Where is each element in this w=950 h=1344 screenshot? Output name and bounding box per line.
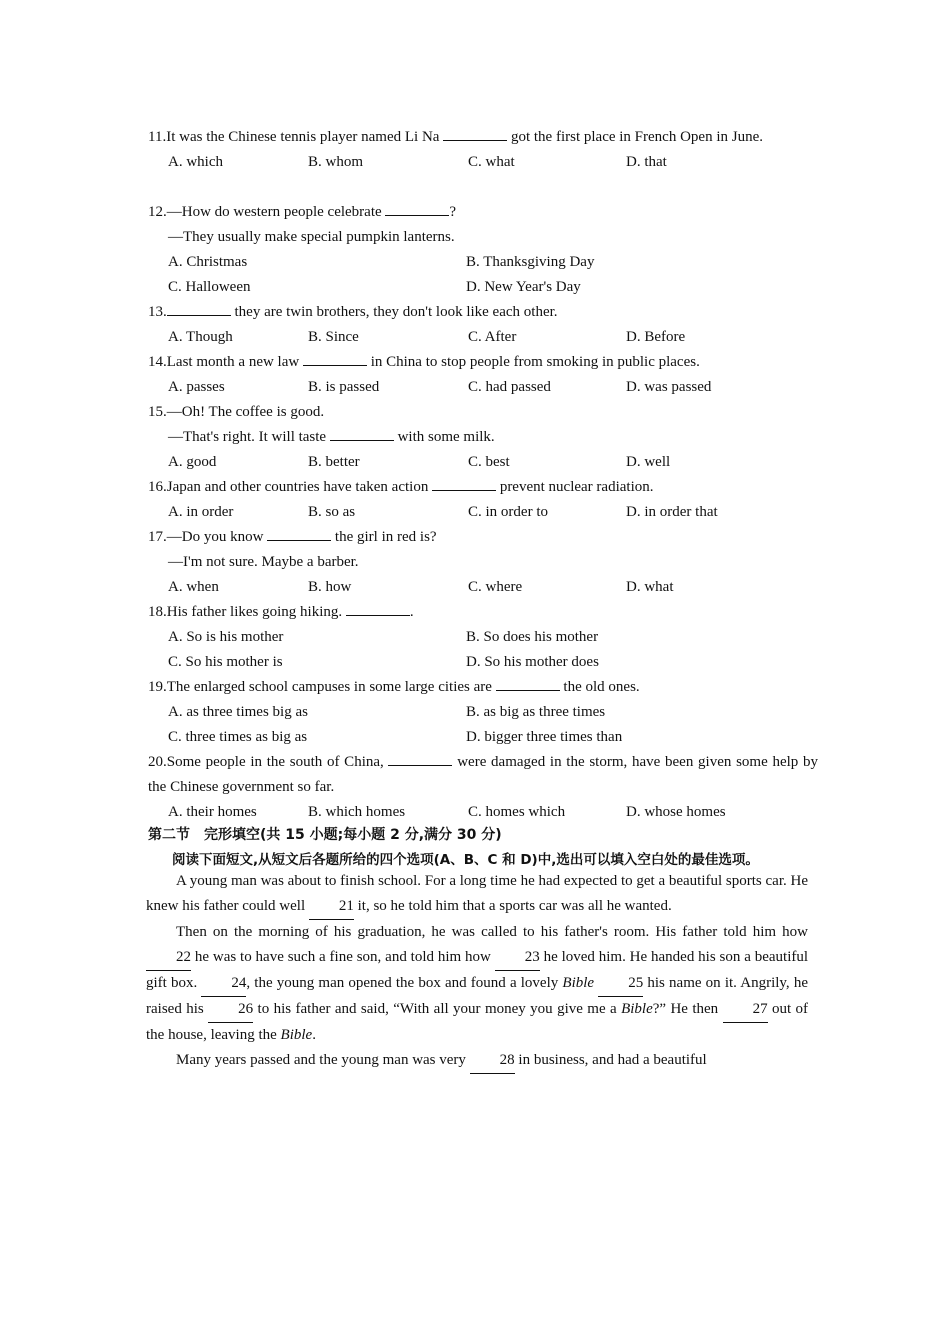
question-16: 16.Japan and other countries have taken action prevent nuclear radiation. A. in order B. so as C. in order to D. in order that — [148, 475, 818, 525]
option-d: D. well — [626, 454, 671, 470]
option-a: A. as three times big as — [168, 704, 308, 720]
paragraph: A young man was about to finish school. For a long time he had expected to get a beautiful sports car. He knew his father could well 21 it, so he told him that a sports car was all he wanted. — [146, 869, 808, 920]
option-c: C. three times as big as — [168, 729, 308, 745]
option-b: B. Since — [308, 329, 359, 345]
option-b: B. so as — [308, 504, 356, 520]
question-17: 17.—Do you know the girl in red is? —I'm not sure. Maybe a barber. A. when B. how C. where D. what — [148, 525, 818, 600]
blank-24: 24 — [201, 971, 246, 997]
blank-22: 22 — [146, 945, 191, 971]
option-d: D. Before — [626, 329, 686, 345]
option-d: D. whose homes — [626, 804, 726, 820]
answer-blank — [432, 476, 496, 491]
answer-blank — [303, 351, 367, 366]
option-b: B. which homes — [308, 804, 406, 820]
blank-23: 23 — [495, 945, 540, 971]
answer-blank — [346, 601, 410, 616]
option-b: B. Thanksgiving Day — [466, 254, 595, 270]
option-d: D. bigger three times than — [466, 729, 623, 745]
paragraph: Then on the morning of his graduation, he was called to his father's room. His father told him how 22 he was to have such a fine son, and told him how 23 he loved him. He handed his son a beautiful gift box. 24, the young man opened the box and found a lovely Bible 25 his name on it. Angrily, he raised his 26 to his father and said, “With all your money you give me a Bible?” He then 27 out of the house, leaving the Bible. — [146, 924, 809, 1043]
question-12: 12.—How do western people celebrate ? —They usually make special pumpkin lanterns. A. Christmas B. Thanksgiving Day C. Halloween D. New Year's Day — [148, 200, 818, 300]
answer-blank — [496, 676, 560, 691]
question-13: 13. they are twin brothers, they don't look like each other. A. Though B. Since C. After D. Before — [148, 300, 818, 350]
option-b: B. whom — [308, 154, 364, 170]
cloze-passage — [146, 869, 808, 1074]
option-c: C. where — [468, 579, 523, 595]
option-a: A. when — [168, 579, 219, 595]
answer-blank — [330, 426, 394, 441]
blank-25: 25 — [598, 971, 643, 997]
option-c: C. After — [468, 329, 517, 345]
option-c: C. homes which — [468, 804, 566, 820]
option-a: A. good — [168, 454, 217, 470]
paragraph: Many years passed and the young man was very 28 in business, and had a beautiful — [146, 1048, 808, 1074]
option-a: A. Though — [168, 329, 233, 345]
blank-21: 21 — [309, 894, 354, 920]
section-title: 第二节 完形填空(共 15 小题;每小题 2 分,满分 30 分) — [148, 827, 502, 843]
option-d: D. what — [626, 579, 674, 595]
option-a: A. their homes — [168, 804, 257, 820]
answer-blank — [267, 526, 331, 541]
option-b: B. So does his mother — [466, 629, 599, 645]
section-instruction: 阅读下面短文,从短文后各题所给的四个选项(A、B、C 和 D)中,选出可以填入空白处的最佳选项。 — [172, 852, 759, 868]
option-b: B. how — [308, 579, 352, 595]
option-d: D. that — [626, 154, 667, 170]
option-d: D. was passed — [626, 379, 712, 395]
option-c: C. in order to — [468, 504, 548, 520]
option-b: B. is passed — [308, 379, 380, 395]
option-c: C. Halloween — [168, 279, 251, 295]
option-d: D. in order that — [626, 504, 718, 520]
answer-blank — [385, 201, 449, 216]
option-a: A. which — [168, 154, 223, 170]
blank-26: 26 — [208, 997, 253, 1023]
question-18: 18.His father likes going hiking. . A. So is his mother B. So does his mother C. So his mother is D. So his mother does — [148, 600, 818, 675]
option-a: A. in order — [168, 504, 234, 520]
blank-27: 27 — [723, 997, 768, 1023]
option-b: B. better — [308, 454, 360, 470]
question-14: 14.Last month a new law in China to stop people from smoking in public places. A. passes B. is passed C. had passed D. was passed — [148, 350, 818, 400]
question-11: 11.It was the Chinese tennis player named Li Na got the first place in French Open in June. A. which B. whom C. what D. that — [148, 125, 818, 175]
blank-28: 28 — [470, 1048, 515, 1074]
option-b: B. as big as three times — [466, 704, 606, 720]
option-c: C. So his mother is — [168, 654, 283, 670]
question-15: 15.—Oh! The coffee is good. —That's right. It will taste with some milk. A. good B. better C. best D. well — [148, 400, 818, 475]
option-c: C. what — [468, 154, 515, 170]
question-20: 20.Some people in the south of China, were damaged in the storm, have been given some help by the Chinese government so far. A. their homes B. which homes C. homes which D. whose homes — [148, 750, 818, 825]
option-a: A. passes — [168, 379, 225, 395]
option-a: A. Christmas — [168, 254, 248, 270]
answer-blank — [388, 751, 452, 766]
answer-blank — [443, 126, 507, 141]
option-c: C. had passed — [468, 379, 551, 395]
answer-blank — [167, 301, 231, 316]
option-a: A. So is his mother — [168, 629, 284, 645]
option-c: C. best — [468, 454, 510, 470]
option-d: D. New Year's Day — [466, 279, 581, 295]
option-d: D. So his mother does — [466, 654, 599, 670]
question-19: 19.The enlarged school campuses in some large cities are the old ones. A. as three times big as B. as big as three times C. three times as big as D. bigger three times than — [148, 675, 818, 750]
